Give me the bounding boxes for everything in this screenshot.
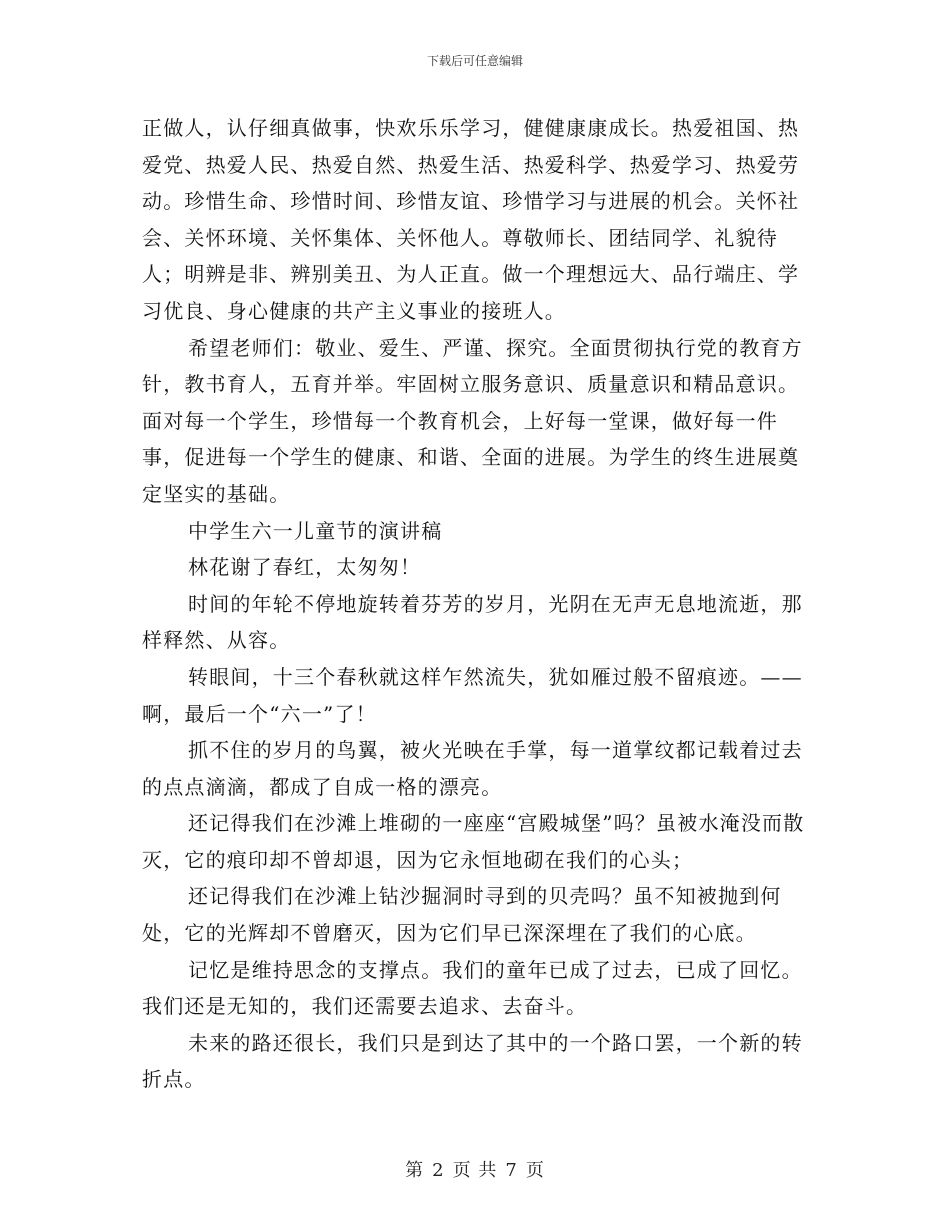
document-body [142, 110, 812, 1098]
paragraph-4: 林花谢了春红，太匆匆！ [188, 555, 422, 580]
paragraph-7: 抓不住的岁月的鸟翼，被火光映在手掌，每一道掌纹都记载着过去的点点滴滴，都成了自成一格的漂亮。 [142, 738, 803, 799]
paragraph-1: 正做人，认仔细真做事，快欢乐乐学习，健健康康成长。热爱祖国、热爱党、热爱人民、热爱自然、热爱生活、热爱科学、热爱学习、热爱劳动。珍惜生命、珍惜时间、珍惜友谊、珍惜学习与进展的机会。关怀社会、关怀环境、关怀集体、关怀他人。尊敬师长、团结同学、礼貌待人；明辨是非、辨别美丑、为人正直。做一个理想远大、品行端庄、学习优良、身心健康的共产主义事业的接班人。 [142, 116, 800, 323]
paragraph-11: 未来的路还很长，我们只是到达了其中的一个路口罢，一个新的转折点。 [142, 1030, 803, 1092]
paragraph-6: 转眼间，十三个春秋就这样乍然流失，犹如雁过般不留痕迹。——啊，最后一个“六一”了！ [142, 664, 803, 726]
paragraph-10: 记忆是维持思念的支撑点。我们的童年已成了过去，已成了回忆。我们还是无知的，我们还需要去追求、去奋斗。 [142, 957, 803, 1019]
footer-current-page: 2 [432, 1160, 445, 1181]
footer-suffix: 页 [525, 1160, 545, 1181]
paragraph-8: 还记得我们在沙滩上堆砌的一座座“宫殿城堡”吗？虽被水淹没而散灭，它的痕印却不曾却退，因为它永恒地砌在我们的心头； [142, 811, 805, 872]
page-number-footer [0, 1156, 950, 1182]
speech-title: 中学生六一儿童节的演讲稿 [188, 518, 443, 543]
footer-total-pages: 7 [505, 1160, 518, 1181]
footer-middle: 页 共 [452, 1160, 498, 1181]
footer-prefix: 第 [405, 1160, 425, 1181]
paragraph-9: 还记得我们在沙滩上钻沙掘洞时寻到的贝壳吗？虽不知被抛到何处，它的光辉却不曾磨灭，因为它们早已深深埋在了我们的心底。 [142, 884, 782, 946]
page-header-note: 下载后可任意编辑 [426, 54, 523, 68]
paragraph-5: 时间的年轮不停地旋转着芬芳的岁月，光阴在无声无息地流逝，那样释然、从容。 [142, 591, 803, 653]
paragraph-2: 希望老师们：敬业、爱生、严谨、探究。全面贯彻执行党的教育方针，教书育人，五育并举。牢固树立服务意识、质量意识和精品意识。面对每一个学生，珍惜每一个教育机会，上好每一堂课，做好每一件事，促进每一个学生的健康、和谐、全面的进展。为学生的终生进展奠定坚实的基础。 [142, 335, 803, 506]
